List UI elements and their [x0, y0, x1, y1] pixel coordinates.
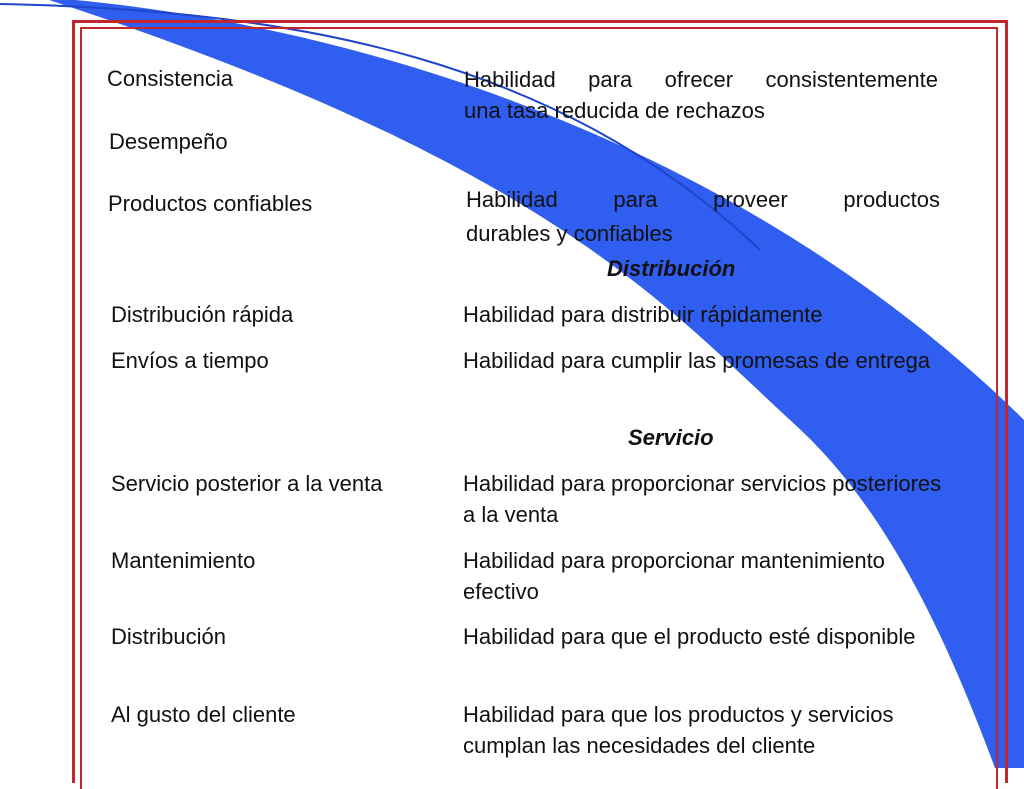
section-heading-distribucion: Distribución	[607, 256, 736, 281]
desc-al-gusto-del-cliente: Habilidad para que los productos y servicios cumplan las necesidades del cliente	[463, 702, 894, 758]
term-mantenimiento: Mantenimiento	[111, 548, 256, 573]
term-distribucion: Distribución	[111, 624, 226, 649]
term-distribucion-rapida: Distribución rápida	[111, 302, 294, 327]
desc-envios-a-tiempo: Habilidad para cumplir las promesas de entrega	[463, 348, 931, 373]
desc-consistencia-line1: Habilidad para ofrecer consistentemente	[464, 67, 938, 92]
desc-productos-confiables-line1: Habilidad para proveer productos	[466, 187, 940, 212]
section-heading-servicio: Servicio	[628, 425, 714, 450]
term-servicio-posterior: Servicio posterior a la venta	[111, 471, 383, 496]
desc-distribucion-rapida: Habilidad para distribuir rápidamente	[463, 302, 823, 327]
desc-productos-confiables-line2: durables y confiables	[466, 221, 673, 246]
desc-mantenimiento: Habilidad para proporcionar mantenimiento efectivo	[463, 548, 885, 604]
desc-servicio-posterior: Habilidad para proporcionar servicios posteriores a la venta	[463, 471, 942, 527]
term-desempeno: Desempeño	[109, 129, 228, 154]
term-envios-a-tiempo: Envíos a tiempo	[111, 348, 269, 373]
term-productos-confiables: Productos confiables	[108, 191, 313, 216]
term-consistencia: Consistencia	[107, 66, 233, 91]
desc-consistencia-line2: una tasa reducida de rechazos	[464, 98, 765, 123]
desc-distribucion: Habilidad para que el producto esté disponible	[463, 624, 916, 649]
term-al-gusto-del-cliente: Al gusto del cliente	[111, 702, 296, 727]
